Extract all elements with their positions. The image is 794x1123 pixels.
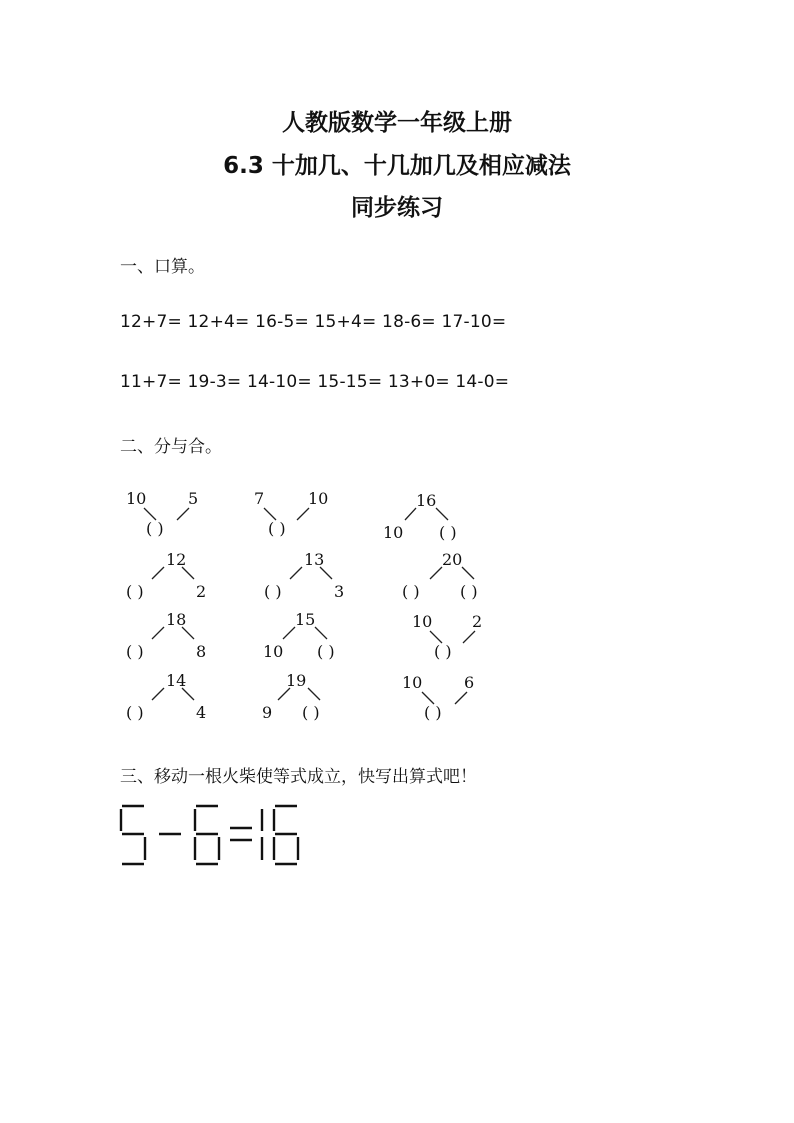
matchstick-digit-6 (195, 806, 219, 864)
matchstick-equation (118, 800, 318, 870)
bond-blank[interactable]: ( ) (302, 703, 320, 722)
bond-whole: 16 (416, 491, 437, 510)
bond-part-b: 6 (464, 673, 475, 692)
page-title: 人教版数学一年级上册 (282, 110, 512, 136)
bond-blank[interactable]: ( ) (146, 519, 164, 538)
bond-blank[interactable]: ( ) (402, 582, 420, 601)
bond-blank[interactable]: ( ) (460, 582, 478, 601)
bond-blank[interactable]: ( ) (439, 523, 457, 542)
bond-whole: 18 (166, 610, 187, 629)
bond-blank[interactable]: ( ) (264, 582, 282, 601)
bond-part-a: 10 (402, 673, 423, 692)
bond-part-b: 10 (308, 489, 329, 508)
bond-whole: 19 (286, 671, 307, 690)
bond-part-a: 10 (263, 642, 284, 661)
bond-part-a: 10 (383, 523, 404, 542)
page-subtitle: 6.3 十加几、十几加几及相应减法 (223, 153, 571, 179)
bond-whole: 20 (442, 550, 463, 569)
bond-blank[interactable]: ( ) (126, 582, 144, 601)
bond-whole: 13 (304, 550, 325, 569)
bond-part-a: 10 (126, 489, 147, 508)
bond-blank[interactable]: ( ) (126, 703, 144, 722)
bond-blank[interactable]: ( ) (126, 642, 144, 661)
bond-whole: 15 (295, 610, 316, 629)
bond-blank[interactable]: ( ) (268, 519, 286, 538)
bond-part-a: 9 (262, 703, 273, 722)
bond-part-b: 5 (188, 489, 199, 508)
bond-part-a: 7 (254, 489, 265, 508)
matchstick-digit-5 (121, 806, 145, 864)
bond-blank[interactable]: ( ) (424, 703, 442, 722)
matchstick-digit-6 (274, 806, 298, 864)
page-subtitle-practice: 同步练习 (351, 195, 443, 221)
bond-whole: 12 (166, 550, 187, 569)
mental-math-row-1: 12+7= 12+4= 16-5= 15+4= 18-6= 17-10= (120, 312, 507, 332)
bond-part-b: 3 (334, 582, 345, 601)
bond-whole: 14 (166, 671, 187, 690)
bond-part-b: 4 (196, 703, 207, 722)
matchstick-equals (230, 828, 252, 840)
bond-blank[interactable]: ( ) (434, 642, 452, 661)
bond-part-b: 2 (472, 612, 483, 631)
bond-part-a: 10 (412, 612, 433, 631)
section-2-heading: 二、分与合。 (120, 437, 222, 457)
mental-math-row-2: 11+7= 19-3= 14-10= 15-15= 13+0= 14-0= (120, 372, 510, 392)
bond-blank[interactable]: ( ) (317, 642, 335, 661)
bond-part-b: 8 (196, 642, 207, 661)
bond-part-b: 2 (196, 582, 207, 601)
section-3-heading: 三、移动一根火柴使等式成立，快写出算式吧！ (120, 767, 477, 787)
section-1-heading: 一、口算。 (120, 257, 205, 277)
